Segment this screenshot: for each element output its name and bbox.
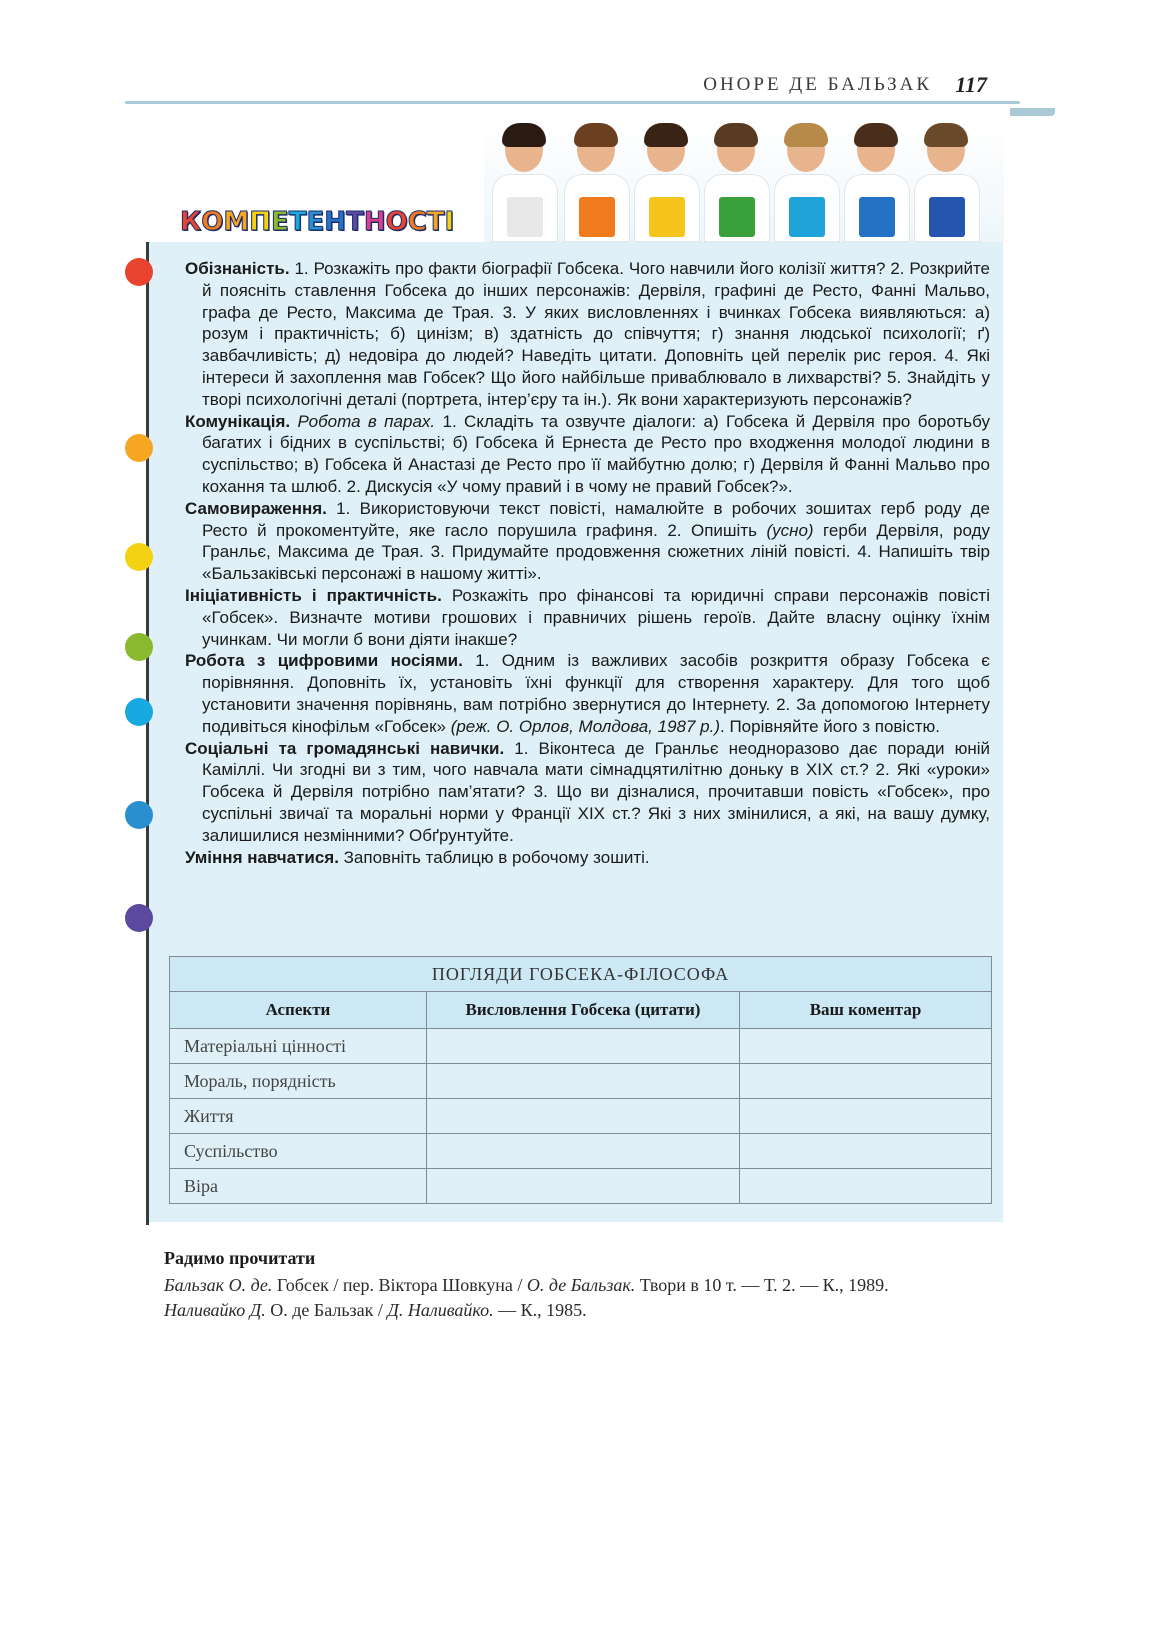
heading-letter: О: [201, 207, 224, 237]
competences-heading-text: [180, 207, 454, 237]
row-aspect: Мораль, порядність: [170, 1064, 427, 1099]
competence-dot-blue: [125, 801, 153, 829]
competence-dot-orange: [125, 434, 153, 462]
competence-body: 1. Складіть та озвучте діалоги: а) Гобсека й Дервіля про боротьбу багатих і бідних в суспільстві; б) Гобсека й Ернеста де Ресто про входження молодої людини в суспільство; в) Гобсека й Анастазі де Ресто про її майбутню долю; г) Дервіля й Фанні Мальво про кохання та шлюб. 2. Дискусія «У чому правий і в чому не правий Гобсек?».: [202, 411, 990, 496]
competence-italic: (усно): [756, 520, 814, 540]
reading-text: О. де Бальзак /: [265, 1300, 388, 1320]
row-aspect: Життя: [170, 1099, 427, 1134]
competence-dot-green: [125, 633, 153, 661]
heading-letter: І: [444, 207, 455, 237]
heading-letter: Е: [271, 207, 289, 237]
competence-self-expression: [185, 498, 990, 585]
recommended-reading-title: Радимо прочитати: [164, 1248, 316, 1268]
reading-author: Наливайко Д.: [164, 1300, 266, 1320]
competence-body-cont: герби Дервіля, роду Гранльє, Максима де Трая. 3. Придумайте продовження сюжетних ліній повісті. 4. Напишіть твір «Бальзаківські персонажі в нашому житті».: [202, 520, 990, 584]
row-aspect: Матеріальні цінності: [170, 1029, 427, 1064]
competence-body: Розкажіть про фінансові та юридичні справи персонажів повісті «Гобсек». Визначте мотиви грошових і правничих рішень героїв. Дайте власну оцінку їхнім учинкам. Чи могли б вони діяти інакше?: [202, 585, 990, 649]
reading-tail: — К., 1985.: [493, 1300, 587, 1320]
competence-dot-purple: [125, 904, 153, 932]
competence-dot-red: [125, 258, 153, 286]
page-number: 117: [955, 72, 987, 97]
heading-letter: Е: [306, 207, 325, 237]
student-figure: [844, 128, 908, 242]
heading-letter: Т: [426, 207, 445, 237]
competence-body: Заповніть таблицю в робочому зошиті.: [338, 847, 650, 867]
competence-social: [185, 738, 990, 847]
competence-body: 1. Розкажіть про факти біографії Гобсека. Чого навчили його колізії життя? 2. Розкрийте й поясніть ставлення Гобсека до інших персонажів: Дервіля, графині де Ресто, Фанні Мальво, графа де Ресто, Максима де Трая. 3. У яких висловленнях і вчинках Гобсека виявляються: а) розум і практичність; б) цинізм; в) здатність до співчуття; г) знання людської психології; ґ) завбачливість; д) недовіра до людей? Наведіть цитати. Доповніть цей перелік рис героя. 4. Які інтереси й захоплення мав Гобсек? Що його найбільше приваблювало в лихварстві? 5. Знайдіть у творі психологічні деталі (портрета, інтер’єру та ін.). Як вони характеризують персонажів?: [202, 259, 990, 409]
heading-letter: К: [180, 207, 202, 237]
student-figure: [564, 128, 628, 242]
competence-italic: Робота в парах.: [290, 411, 436, 431]
heading-letter: С: [407, 207, 427, 237]
student-figure: [492, 128, 556, 242]
competence-body: 1. Використовуючи текст повісті, намалюйте в робочих зошитах герб роду де Ресто й прокоментуйте, яке гасло порушила графиня. 2. Опишіть: [202, 498, 990, 540]
gobseck-views-table: [169, 956, 992, 1204]
heading-letter: О: [385, 207, 408, 237]
student-figure: [774, 128, 838, 242]
heading-letter: Н: [324, 207, 347, 237]
heading-letter: Т: [288, 207, 307, 237]
heading-letter: Т: [346, 207, 364, 237]
comment-cell: [740, 1099, 992, 1134]
quote-cell: [427, 1134, 740, 1169]
comment-cell: [740, 1064, 992, 1099]
competence-title: Робота з цифровими носіями.: [185, 651, 463, 671]
header-rule-tab: [1010, 108, 1055, 116]
competence-dot-cyan: [125, 698, 153, 726]
heading-letter: П: [249, 207, 272, 237]
competence-awareness: [185, 258, 990, 411]
comment-cell: [740, 1134, 992, 1169]
competence-body: 1. Одним із важливих засобів розкриття образу Гобсека є порівняння. Доповніть їх, установіть їхні функції для створення характеру. Для того щоб установити значення порівнянь, вам потрібно звернутися до Інтернету. 2. За допомогою Інтернету подивіться кінофільм «Гобсек»: [202, 651, 990, 736]
reading-author: Бальзак О. де.: [164, 1275, 273, 1295]
reading-entry: [164, 1273, 889, 1298]
table-row: [170, 1099, 992, 1134]
competence-title: Соціальні та громадянські навички.: [185, 738, 505, 758]
comment-cell: [740, 1169, 992, 1204]
table-row: [170, 1134, 992, 1169]
competence-title: Ініціативність і практичність.: [185, 585, 442, 605]
table-row: [170, 1064, 992, 1099]
competence-communication: [185, 411, 990, 498]
competence-title: Самовираження.: [185, 498, 327, 518]
student-figure: [634, 128, 698, 242]
competence-digital: [185, 650, 990, 737]
student-figure: [914, 128, 978, 242]
panel-left-rule: [146, 242, 149, 1225]
column-header-comment: Ваш коментар: [740, 992, 992, 1029]
row-aspect: Віра: [170, 1169, 427, 1204]
reading-italic: Д. Наливайко.: [387, 1300, 494, 1320]
competence-initiative: [185, 585, 990, 650]
competence-body: 1. Віконтеса де Гранльє неодноразово дає поради юній Каміллі. Чи згодні ви з тим, чого навчала мати сімнадцятилітню доньку в XIX ст.? 2. Які «уроки» Гобсека й Дервіля потрібно пам’ятати? 3. Що ви дізналися, прочитавши повість «Гобсек», про суспільні звичаї та моральні норми у Франції XIX ст.? Які з них змінилися, а які, на вашу думку, залишилися незмінними? Обґрунтуйте.: [202, 738, 990, 845]
reading-entry: [164, 1298, 889, 1323]
table-row: [170, 1029, 992, 1064]
quote-cell: [427, 1029, 740, 1064]
running-title: ОНОРЕ ДЕ БАЛЬЗАК: [703, 74, 932, 95]
quote-cell: [427, 1064, 740, 1099]
competence-title: Обізнаність.: [185, 259, 290, 278]
heading-letter: М: [223, 207, 250, 237]
competence-body-cont: . Порівняйте його з повістю.: [720, 716, 940, 736]
competences-text: [185, 258, 990, 868]
competence-title: Комунікація.: [185, 411, 291, 431]
heading-letter: Н: [363, 207, 386, 237]
reading-tail: Твори в 10 т. — Т. 2. — К., 1989.: [635, 1275, 889, 1295]
competence-italic: (реж. О. Орлов, Молдова, 1987 р.): [445, 716, 721, 736]
column-header-aspects: Аспекти: [170, 992, 427, 1029]
students-illustration: [484, 120, 1004, 242]
row-aspect: Суспільство: [170, 1134, 427, 1169]
comment-cell: [740, 1029, 992, 1064]
competence-title: Уміння навчатися.: [185, 847, 339, 867]
student-figure: [704, 128, 768, 242]
quote-cell: [427, 1099, 740, 1134]
competence-learning: [185, 847, 990, 869]
reading-italic: О. де Бальзак.: [526, 1275, 636, 1295]
table-row: [170, 1169, 992, 1204]
reading-text: Гобсек / пер. Віктора Шовкуна /: [272, 1275, 527, 1295]
header-rule: [125, 101, 1020, 104]
quote-cell: [427, 1169, 740, 1204]
recommended-reading-list: [164, 1273, 889, 1323]
competences-heading: [180, 207, 454, 237]
competence-dot-yellow: [125, 543, 153, 571]
column-header-quotes: Висловлення Гобсека (цитати): [427, 992, 740, 1029]
table-caption: ПОГЛЯДИ ГОБСЕКА-ФІЛОСОФА: [170, 957, 992, 992]
